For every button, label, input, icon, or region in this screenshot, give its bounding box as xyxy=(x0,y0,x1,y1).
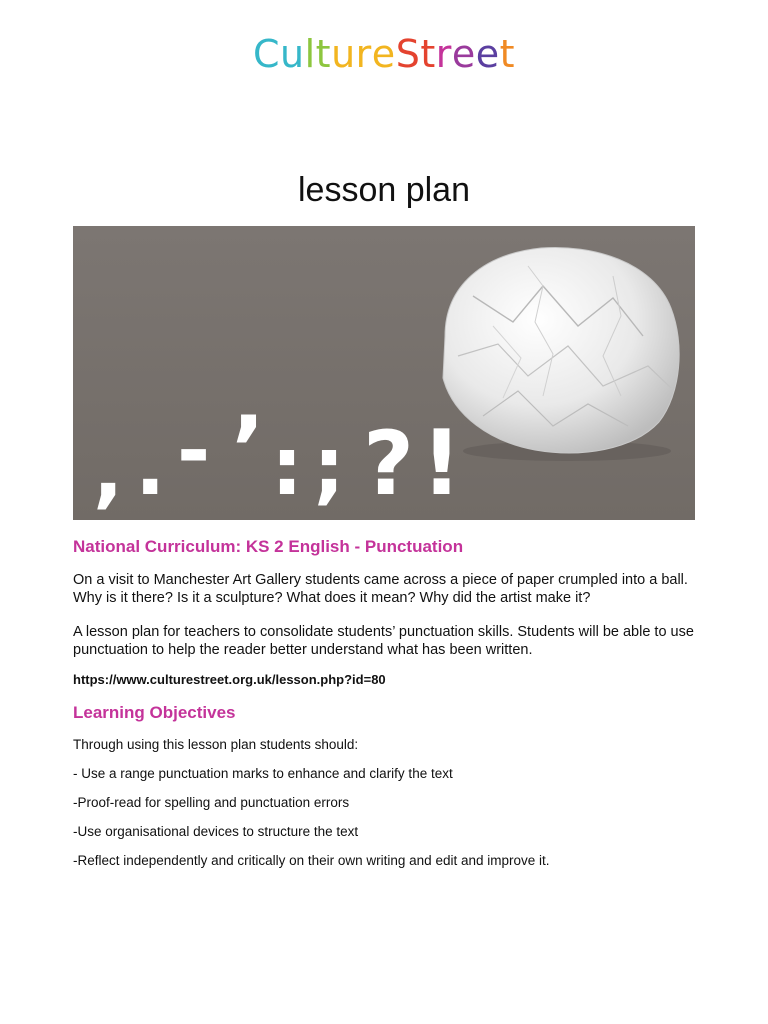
logo-letter: t xyxy=(499,32,516,76)
logo-letter: r xyxy=(435,32,452,76)
punctuation-colon: : xyxy=(271,420,303,513)
punctuation-apostrophe: ’ xyxy=(231,397,266,502)
logo-letter: l xyxy=(304,32,316,76)
punctuation-semicolon: ; xyxy=(313,420,345,513)
learning-objectives-heading: Learning Objectives xyxy=(73,703,236,722)
logo-letter: S xyxy=(395,32,421,76)
intro-paragraph: On a visit to Manchester Art Gallery students came across a piece of paper crumpled into a ball. Why is it there? Is it a sculpture? What does it mean? Why did the artist make it? xyxy=(73,572,688,606)
logo-letter: u xyxy=(331,32,356,76)
logo-letter: e xyxy=(451,32,476,76)
punctuation-question-mark: ? xyxy=(363,412,415,515)
punctuation-exclamation-mark: ! xyxy=(421,411,463,516)
punctuation-full-stop: . xyxy=(135,420,166,513)
objective-item: -Use organisational devices to structure the text xyxy=(73,824,359,839)
logo-letter: e xyxy=(371,32,396,76)
logo-letter: e xyxy=(475,32,500,76)
crumpled-paper-ball xyxy=(443,247,679,461)
hero-image xyxy=(73,226,695,520)
description-paragraph: A lesson plan for teachers to consolidate students’ punctuation skills. Students will be able to use punctuation to help the reader better understand what has been written. xyxy=(73,624,694,658)
objective-item: - Use a range punctuation marks to enhance and clarify the text xyxy=(73,766,453,781)
logo-letter: C xyxy=(252,32,281,76)
curriculum-heading: National Curriculum: KS 2 English - Punctuation xyxy=(73,537,464,556)
lesson-url-link[interactable]: https://www.culturestreet.org.uk/lesson.php?id=80 xyxy=(73,672,386,687)
logo-letter: t xyxy=(315,32,332,76)
culturestreet-logo xyxy=(0,30,768,78)
objective-item: -Reflect independently and critically on their own writing and edit and improve it. xyxy=(73,853,550,868)
objectives-intro: Through using this lesson plan students should: xyxy=(73,737,359,752)
punctuation-hyphen: - xyxy=(177,404,211,497)
page-title: lesson plan xyxy=(297,171,470,209)
hero-illustration xyxy=(73,226,695,520)
logo-letter: u xyxy=(280,32,305,76)
objective-item: -Proof-read for spelling and punctuation errors xyxy=(73,795,350,810)
punctuation-comma: , xyxy=(93,424,124,517)
logo-letter: t xyxy=(420,32,436,76)
logo-letter: r xyxy=(355,32,372,76)
